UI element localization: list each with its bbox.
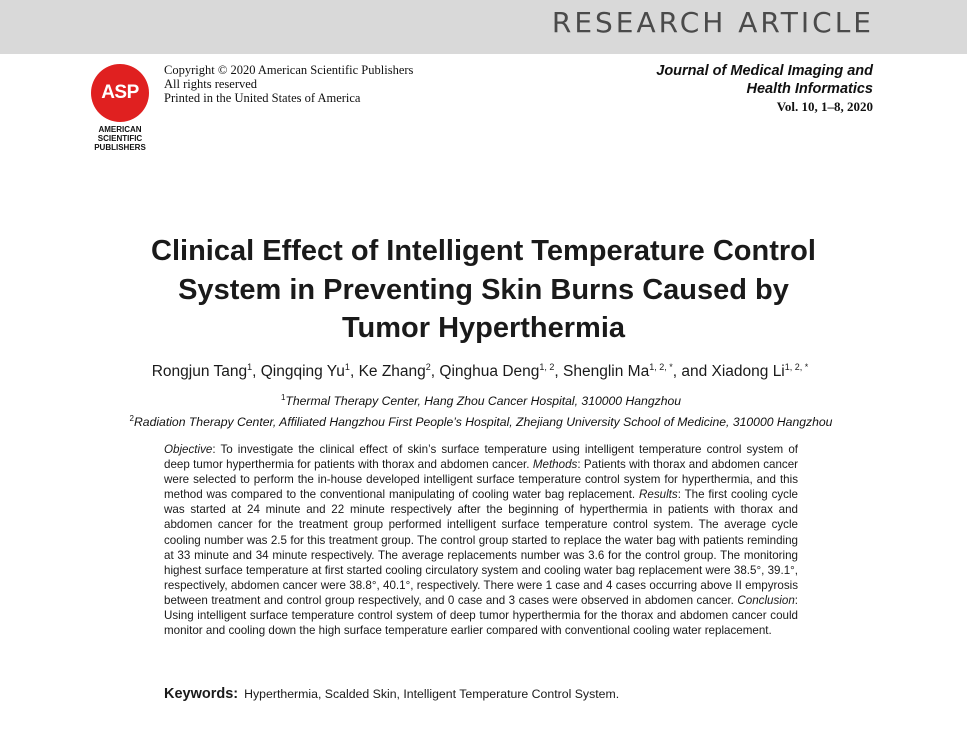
author-separator: , <box>430 363 440 381</box>
logo-line: AMERICAN <box>98 125 142 134</box>
journal-name-line: Journal of Medical Imaging and <box>656 63 873 79</box>
keywords-text: Hyperthermia, Scalded Skin, Intelligent Temperature Control System. <box>244 687 620 701</box>
author-separator: , <box>252 363 261 381</box>
affiliation <box>0 410 962 431</box>
journal-name-line: Health Informatics <box>746 81 873 97</box>
author <box>261 363 350 380</box>
logo-line: PUBLISHERS <box>94 143 146 152</box>
author-name: Qingqing Yu <box>260 363 345 381</box>
copyright-block <box>164 63 413 105</box>
affiliation-list <box>0 389 962 431</box>
conclusion-text: : Using intelligent surface temperature control system of deep tumor hyperthermia for the thorax and abdomen cancer could monitor and cooling down the high surface temperature earlier compared with conventional cooling water replacement. <box>164 593 798 638</box>
author <box>439 363 554 380</box>
affiliation-text: Thermal Therapy Center, Hang Zhou Cancer Hospital, 310000 Hangzhou <box>285 394 682 409</box>
author <box>712 363 809 380</box>
paper-title <box>0 232 967 348</box>
results-label: Results <box>639 488 678 502</box>
author-name: Rongjun Tang <box>151 363 248 381</box>
author-affiliation-mark: 1, 2, * <box>784 362 809 372</box>
author-name: Ke Zhang <box>358 363 426 381</box>
results-text: : The first cooling cycle was started at 24 minute and 22 minute respectively after the beginning of hyperthermia in patients with thorax and abdomen cancer for the treatment group performed intelligent surface temperature control system. The average cycle cooling number was 2.5 for this treatment group. The control group started to replace the water bag with patients reminding at 33 minute and 34 minute respectively. The average replacements number was 3.6 for the control group. The monitoring highest surface temperature at first started cooling circulatory system and cooling water bag replacement were 38.5°, 39.1°, respectively, abdomen cancer were 38.8°, 40.1°, respectively. There were 1 case and 4 cases occurring above II empyrosis between treatment and control group respectively, and 0 case and 3 cases were observed in abdomen cancer. <box>164 488 798 607</box>
author-separator: , <box>349 363 359 381</box>
keywords <box>164 686 619 702</box>
author <box>359 363 431 380</box>
rights-line: All rights reserved <box>164 77 258 91</box>
affiliation-mark: 2 <box>129 414 134 424</box>
conclusion-label: Conclusion <box>737 593 795 607</box>
abstract <box>164 442 798 638</box>
author-name: Shenglin Ma <box>563 363 650 381</box>
methods-label: Methods <box>532 458 578 472</box>
journal-volume: Vol. 10, 1–8, 2020 <box>776 99 873 114</box>
author <box>563 363 673 380</box>
author-affiliation-mark: 2 <box>425 362 431 372</box>
article-type-banner <box>0 0 967 54</box>
article-type-label: RESEARCH ARTICLE <box>551 6 874 39</box>
journal-info <box>656 62 873 116</box>
author-name: Qinghua Deng <box>439 363 540 381</box>
author-affiliation-mark: 1, 2, * <box>649 362 673 372</box>
affiliation-text: Radiation Therapy Center, Affiliated Hangzhou First People’s Hospital, Zhejiang University School of Medicine, 310000 Hangzhou <box>133 415 833 430</box>
printed-line: Printed in the United States of America <box>164 91 361 105</box>
author-affiliation-mark: 1, 2 <box>539 362 555 372</box>
author-name: Xiadong Li <box>711 363 785 381</box>
affiliation-mark: 1 <box>280 393 286 402</box>
logo-wordmark <box>88 125 152 152</box>
methods-text: : Patients with thorax and abdomen cancer were selected to perform the in-house developed intelligent surface temperature control system for hyperthermia, and this method was compared to the conventional manipulating of cooling water bag replacement. <box>164 458 798 502</box>
author-list <box>0 362 960 381</box>
title-line: Clinical Effect of Intelligent Temperature Control <box>151 235 816 267</box>
logo-line: SCIENTIFIC <box>97 134 143 143</box>
copyright-line: Copyright © 2020 American Scientific Publishers <box>164 63 414 77</box>
author-separator: , and <box>672 363 712 381</box>
objective-text: : To investigate the clinical effect of skin’s surface temperature using intelligent temperature control system of deep tumor hyperthermia for patients with thorax and abdomen cancer. <box>164 443 798 472</box>
keywords-label: Keywords: <box>164 686 239 702</box>
affiliation <box>0 389 962 410</box>
title-line: System in Preventing Skin Burns Caused by <box>178 273 789 306</box>
title-line: Tumor Hyperthermia <box>341 312 626 344</box>
objective-label: Objective <box>164 443 213 456</box>
author-affiliation-mark: 1 <box>247 362 253 372</box>
logo-mark: ASP <box>91 64 149 122</box>
author-affiliation-mark: 1 <box>344 362 350 372</box>
author <box>152 363 252 380</box>
publisher-logo <box>88 64 152 152</box>
author-separator: , <box>554 363 564 381</box>
